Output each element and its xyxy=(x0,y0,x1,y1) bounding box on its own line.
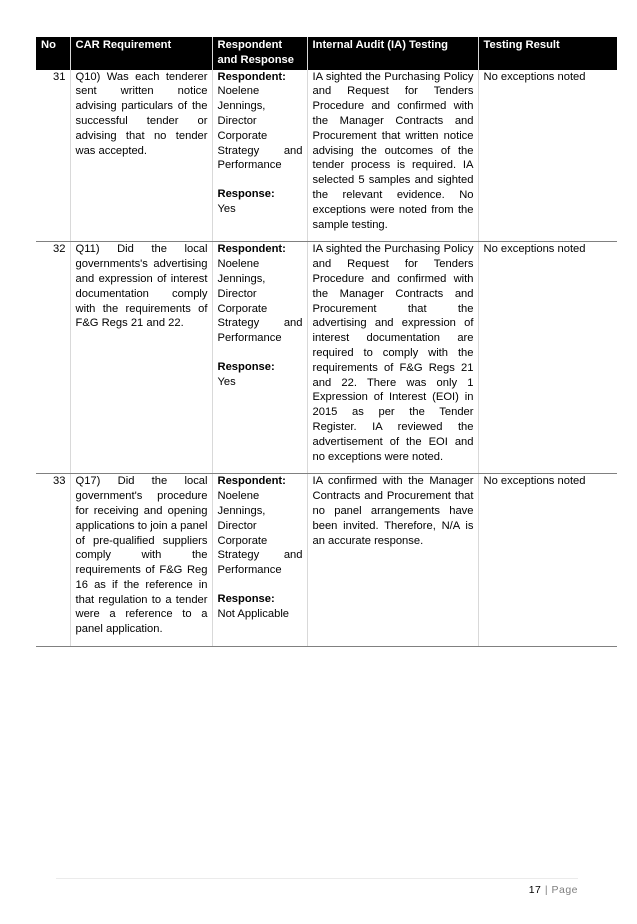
testing-result-cell: No exceptions noted xyxy=(478,242,617,474)
respondent-response-cell xyxy=(212,242,307,474)
response-label: Response: xyxy=(217,188,275,201)
testing-result-cell: No exceptions noted xyxy=(478,474,617,647)
response-value: Not Applicable xyxy=(217,607,290,620)
header-ia-testing: Internal Audit (IA) Testing xyxy=(307,37,478,70)
car-requirement-cell: Q10) Was each tenderer sent written notice advising particulars of the successful tender or advising that no tender was accepted. xyxy=(70,70,212,242)
car-requirement-cell: Q17) Did the local government's procedure for receiving and opening applications to join a panel of pre-qualified suppliers comply with the requirements of F&G Reg 16 as if the reference in that regulation to a tender were a reference to a panel application. xyxy=(70,474,212,647)
car-requirement-cell: Q11) Did the local governments's advertising and expression of interest documentation comply with the requirements of F&G Regs 21 and 22. xyxy=(70,242,212,474)
table-row xyxy=(36,70,617,242)
respondent-response-cell xyxy=(212,474,307,647)
response-value: Yes xyxy=(217,202,236,215)
row-number: 32 xyxy=(36,242,70,474)
response-label: Response: xyxy=(217,360,275,373)
ia-testing-cell: IA sighted the Purchasing Policy and Request for Tenders Procedure and confirmed with the Manager Contracts and Procurement that the advertising and expression of interest documentation are required to comply with the requirements of F&G Regs 21 and 22. There was only 1 Expression of Interest (EOI) in 2015 as per the Tender Register. IA reviewed the advertisement of the EOI and no exceptions were noted. xyxy=(307,242,478,474)
header-no: No xyxy=(36,37,70,70)
car-audit-table xyxy=(36,37,617,647)
respondent-label: Respondent: xyxy=(217,475,286,488)
table-row xyxy=(36,242,617,474)
header-car-requirement: CAR Requirement xyxy=(70,37,212,70)
response-label: Response: xyxy=(217,592,275,605)
respondent-name: Noelene Jennings, Director Corporate Strategy and Performance xyxy=(217,85,303,172)
respondent-label: Respondent: xyxy=(217,70,286,83)
respondent-name: Noelene Jennings, Director Corporate Strategy and Performance xyxy=(217,490,303,577)
response-value: Yes xyxy=(217,375,236,388)
ia-testing-cell: IA confirmed with the Manager Contracts and Procurement that no panel arrangements have been invited. Therefore, N/A is an accurate response. xyxy=(307,474,478,647)
ia-testing-cell: IA sighted the Purchasing Policy and Request for Tenders Procedure and confirmed with the Manager Contracts and Procurement that written notice advising the outcomes of the tender process is required. IA selected 5 samples and sighted the relevant evidence. No exceptions were noted from the sample testing. xyxy=(307,70,478,242)
respondent-response-cell xyxy=(212,70,307,242)
respondent-name: Noelene Jennings, Director Corporate Strategy and Performance xyxy=(217,258,303,345)
footer-divider xyxy=(56,878,578,879)
table-header-row xyxy=(36,37,617,70)
table-row xyxy=(36,474,617,647)
testing-result-cell: No exceptions noted xyxy=(478,70,617,242)
page-footer xyxy=(529,884,578,896)
row-number: 33 xyxy=(36,474,70,647)
header-testing-result: Testing Result xyxy=(478,37,617,70)
respondent-label: Respondent: xyxy=(217,243,286,256)
page-label: | Page xyxy=(544,884,578,896)
header-respondent-response: Respondent and Response xyxy=(212,37,307,70)
page-number: 17 xyxy=(528,884,542,896)
row-number: 31 xyxy=(36,70,70,242)
